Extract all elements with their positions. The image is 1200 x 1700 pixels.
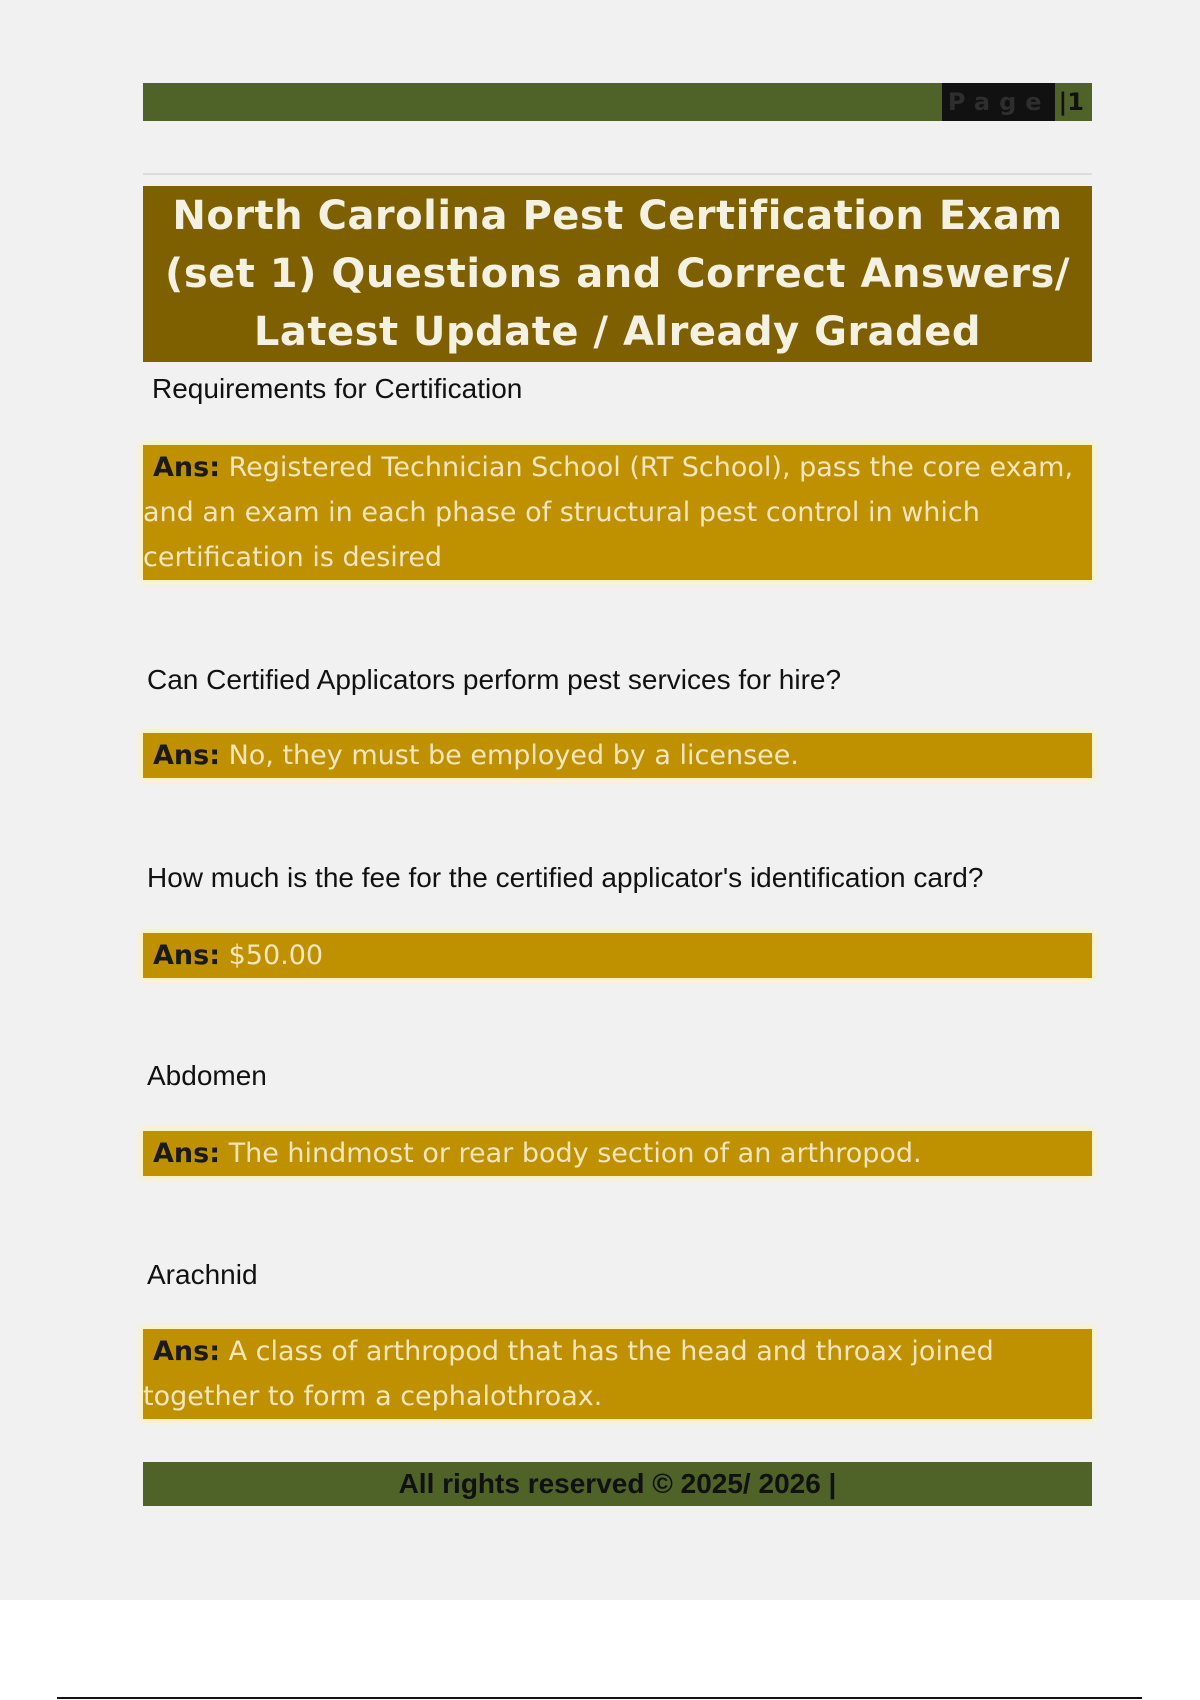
answer-text: A class of arthropod that has the head and throax joined together to form a cephalothroax. [143, 1336, 994, 1412]
page-number [942, 83, 1092, 121]
answer-box [143, 445, 1092, 580]
answer-label: Ans: [153, 1138, 220, 1169]
header-rule [143, 173, 1092, 175]
answer-box [143, 933, 1092, 978]
copyright-text: All rights reserved © 2025/ 2026 | [398, 1468, 837, 1499]
bottom-divider [57, 1697, 1142, 1699]
answer-label: Ans: [153, 940, 220, 971]
question-text: Abdomen [147, 1060, 267, 1091]
question-text: Arachnid [147, 1259, 258, 1290]
answer-box [143, 733, 1092, 778]
title-banner [143, 186, 1092, 362]
question-text: How much is the fee for the certified applicator's identification card? [147, 862, 984, 893]
answer-text: The hindmost or rear body section of an arthropod. [228, 1138, 922, 1169]
question-text: Requirements for Certification [152, 373, 523, 404]
question-text: Can Certified Applicators perform pest services for hire? [147, 664, 842, 695]
document-title: North Carolina Pest Certification Exam (set 1) Questions and Correct Answers/ Latest Update / Already Graded [165, 193, 1070, 355]
answer-label: Ans: [153, 452, 220, 483]
page-footer-bar [143, 1462, 1092, 1506]
answer-label: Ans: [153, 1336, 220, 1367]
page-header-bar [143, 83, 1092, 121]
answer-label: Ans: [153, 740, 220, 771]
page-number-value: |1 [1058, 88, 1084, 116]
answer-text: Registered Technician School (RT School), pass the core exam, and an exam in each phase of structural pest control in which certification is desired [143, 452, 1074, 573]
answer-box [143, 1329, 1092, 1419]
answer-box [143, 1131, 1092, 1176]
page-label: Page [942, 83, 1055, 121]
answer-text: No, they must be employed by a licensee. [228, 740, 799, 771]
answer-text: $50.00 [228, 940, 324, 971]
